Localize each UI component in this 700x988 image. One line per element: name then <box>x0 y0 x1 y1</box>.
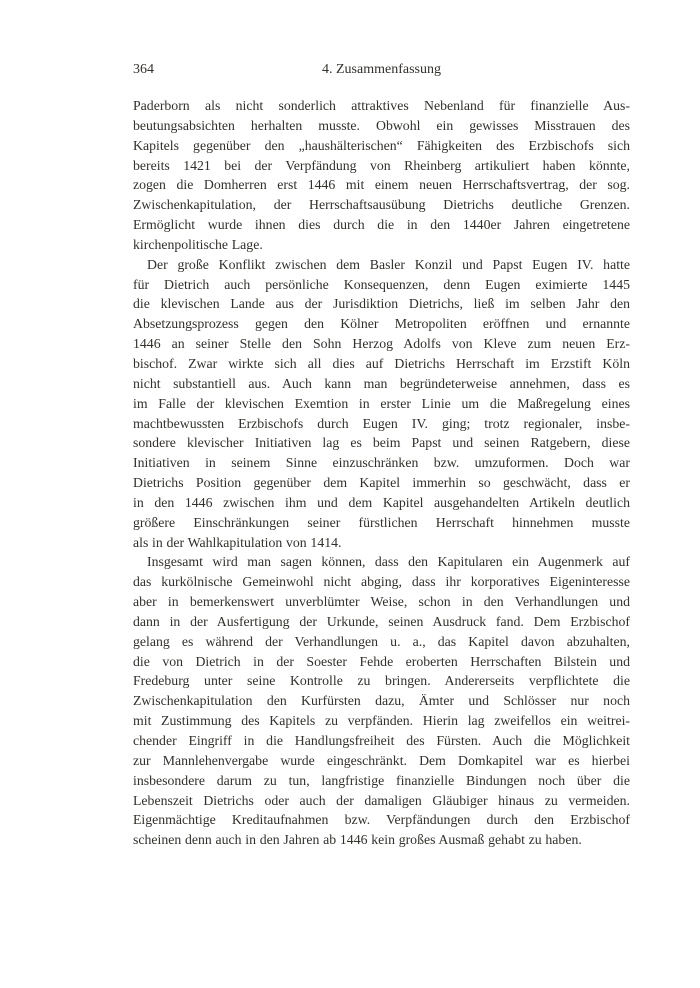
text-line: mit Zustimmung des Kapitels zu verpfänden. Hierin lag zweifellos ein weitrei- <box>133 713 630 729</box>
text-line: Kapitels gegenüber den „haushälterischen“ Fähigkeiten des Erzbischofs sich <box>133 137 630 153</box>
text-line: beutungsabsichten herhalten musste. Obwohl ein gewisses Misstrauen des <box>133 117 630 133</box>
text-line: im Falle der klevischen Exemtion in erster Linie um die Maßregelung eines <box>133 395 630 411</box>
text-line: größere Einschränkungen seiner fürstlichen Herrschaft hinnehmen musste <box>133 514 630 530</box>
paragraph <box>133 552 630 850</box>
text-line: Eigenmächtige Kreditaufnahmen bzw. Verpfändungen durch den Erzbischof <box>133 812 630 828</box>
text-line: machtbewussten Erzbischofs durch Eugen IV. ging; trotz regionaler, insbe- <box>133 415 630 431</box>
text-line: für Dietrich auch persönliche Konsequenzen, denn Eugen eximierte 1445 <box>133 276 630 292</box>
text-line: aber in bemerkenswert unverblümter Weise, schon in den Verhandlungen und <box>133 594 630 610</box>
text-line: zur Mannlehenvergabe wurde eingeschränkt. Dem Domkapitel war es hierbei <box>133 752 630 768</box>
text-line: 1446 an seiner Stelle den Sohn Herzog Adolfs von Kleve zum neuen Erz- <box>133 336 630 352</box>
paragraph <box>133 255 630 553</box>
text-line: Absetzungsprozess gegen den Kölner Metropoliten eröffnen und ernannte <box>133 316 630 332</box>
text-line: Paderborn als nicht sonderlich attraktives Nebenland für finanzielle Aus- <box>133 98 630 113</box>
text-line: gelang es während der Verhandlungen u. a., das Kapitel davon abzuhalten, <box>133 633 630 649</box>
text-line: sondere klevischer Initiativen lag es beim Papst und seinen Ratgebern, diese <box>133 435 630 451</box>
page-number: 364 <box>133 62 154 77</box>
text-line: insbesondere darum zu tun, langfristige finanzielle Bindungen noch über die <box>133 772 630 788</box>
running-header <box>133 60 630 80</box>
text-line: Initiativen in seinem Sinne einzuschränken bzw. umzuformen. Doch war <box>133 455 630 471</box>
text-line: zogen die Domherren erst 1446 mit einem neuen Herrschaftsvertrag, der sog. <box>133 177 630 193</box>
text-line: Dietrichs Position gegenüber dem Kapitel immerhin so geschwächt, dass er <box>133 475 630 491</box>
text-line: die klevischen Lande aus der Jurisdiktion Dietrichs, ließ im selben Jahr den <box>133 296 630 312</box>
text-line: bischof. Zwar wirkte sich all dies auf Dietrichs Herrschaft im Erzstift Köln <box>133 355 630 371</box>
text-line: nicht substantiell aus. Auch kann man begründeterweise annehmen, dass es <box>133 375 630 391</box>
text-line: das kurkölnische Gemeinwohl nicht abging, dass ihr korporatives Eigeninteresse <box>133 574 630 590</box>
text-line: kirchenpolitische Lage. <box>133 236 263 252</box>
text-line: Lebenszeit Dietrichs oder auch der damaligen Gläubiger hinaus zu vermeiden. <box>133 792 630 808</box>
text-line: Fredeburg unter seine Kontrolle zu bringen. Andererseits verpflichtete die <box>133 673 630 689</box>
text-line: Der große Konflikt zwischen dem Basler Konzil und Papst Eugen IV. hatte <box>147 256 630 272</box>
text-line: chender Eingriff in die Handlungsfreiheit des Fürsten. Auch die Möglichkeit <box>133 733 630 748</box>
text-line: als in der Wahlkapitulation von 1414. <box>133 534 342 550</box>
text-line: Zwischenkapitulation, der Herrschaftsausübung Dietrichs deutliche Grenzen. <box>133 197 630 213</box>
text-line: Ermöglicht wurde ihnen dies durch die in den 1440er Jahren eingetretene <box>133 217 630 233</box>
text-line: Insgesamt wird man sagen können, dass den Kapitularen ein Augenmerk auf <box>147 554 630 570</box>
text-line: scheinen denn auch in den Jahren ab 1446 kein großes Ausmaß gehabt zu haben. <box>133 832 582 848</box>
text-block <box>133 96 630 850</box>
text-line: Zwischenkapitulation den Kurfürsten dazu, Ämter und Schlösser nur noch <box>133 693 630 709</box>
chapter-title: 4. Zusammenfassung <box>322 62 441 77</box>
text-line: in den 1446 zwischen ihm und dem Kapitel ausgehandelten Artikeln deutlich <box>133 494 630 510</box>
text-line: bereits 1421 bei der Verpfändung von Rheinberg artikuliert haben könnte, <box>133 157 630 173</box>
text-line: die von Dietrich in der Soester Fehde eroberten Herrschaften Bilstein und <box>133 653 630 669</box>
text-line: dann in der Ausfertigung der Urkunde, seinen Ausdruck fand. Dem Erzbischof <box>133 613 630 629</box>
paragraph <box>133 96 630 255</box>
